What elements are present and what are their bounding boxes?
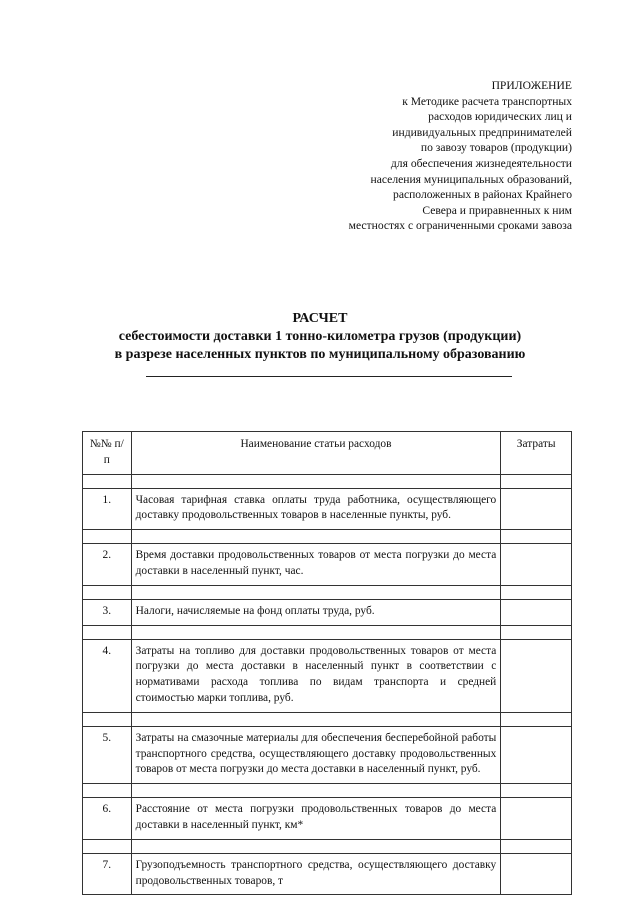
table-row [83,639,572,712]
table-gap [83,625,572,639]
row-cost [501,639,572,712]
appendix-line: к Методике расчета транспортных [402,94,572,108]
title-heading: РАСЧЕТ [292,311,348,326]
appendix-line: индивидуальных предпринимателей [392,125,572,139]
row-num: 6. [83,798,132,840]
table-gap [83,712,572,726]
table-gap [83,585,572,599]
cost-table [82,431,572,895]
row-cost [501,544,572,586]
table-row [83,726,572,783]
row-cost [501,853,572,895]
table-gap [83,839,572,853]
header-num: №№ п/п [83,432,132,475]
header-name: Наименование статьи расходов [131,432,501,475]
row-name: Время доставки продовольственных товаров от места погрузки до места доставки в населенный пункт, час. [131,544,501,586]
title-subtitle: в разрезе населенных пунктов по муниципальному образованию [114,347,526,362]
appendix-line: для обеспечения жизнедеятельности [390,156,572,170]
row-name: Часовая тарифная ставка оплаты труда работника, осуществляющего доставку продовольственных товаров в населенные пункты, руб. [131,488,501,530]
row-cost [501,488,572,530]
appendix-line: населения муниципальных образований, [370,172,572,186]
row-cost [501,798,572,840]
title-subtitle: себестоимости доставки 1 тонно-километра грузов (продукции) [118,329,522,344]
row-name: Налоги, начисляемые на фонд оплаты труда, руб. [131,599,501,625]
appendix-line: Севера и приравненных к ним [422,203,572,217]
row-num: 7. [83,853,132,895]
table-header-row [83,432,572,475]
appendix-line: по завозу товаров (продукции) [420,141,572,155]
row-num: 4. [83,639,132,712]
appendix-line: местностях с ограниченными сроками завоза [348,219,572,233]
row-num: 3. [83,599,132,625]
header-cost: Затраты [501,432,572,475]
row-cost [501,599,572,625]
table-row [83,798,572,840]
row-name: Грузоподъемность транспортного средства, осуществляющего доставку продовольственных товаров, т [131,853,501,895]
table-gap [83,784,572,798]
table-row [83,488,572,530]
document-title [0,310,640,364]
appendix-line: расходов юридических лиц и [428,110,572,124]
row-num: 1. [83,488,132,530]
row-name: Расстояние от места погрузки продовольственных товаров до места доставки в населенный пункт, км* [131,798,501,840]
appendix-line: ПРИЛОЖЕНИЕ [491,79,572,92]
row-cost [501,726,572,783]
table-row [83,599,572,625]
appendix-note [282,78,572,234]
table-gap [83,474,572,488]
row-name: Затраты на топливо для доставки продовольственных товаров от места погрузки до места доставки в населенный пункт в соответствии с нормативами расхода топлива по видам транспорта и средней стоимостью марки топлива, руб. [131,639,501,712]
table-gap [83,530,572,544]
municipality-blank-line [146,376,512,377]
appendix-line: расположенных в районах Крайнего [393,188,572,202]
row-name: Затраты на смазочные материалы для обеспечения бесперебойной работы транспортного средства, осуществляющего доставку продовольственных товаров от места погрузки до места доставки в населенный пункт, руб. [131,726,501,783]
row-num: 5. [83,726,132,783]
row-num: 2. [83,544,132,586]
table-row [83,544,572,586]
table-row [83,853,572,895]
